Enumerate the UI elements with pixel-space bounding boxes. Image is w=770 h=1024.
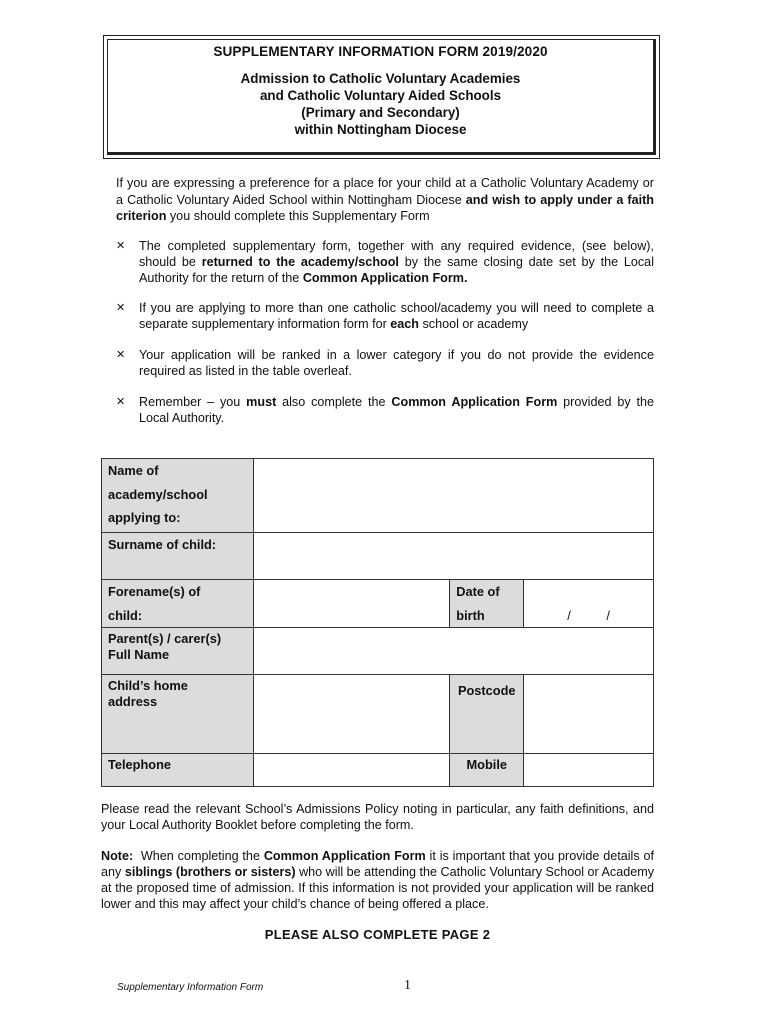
table-row [102,459,654,533]
surname-field[interactable] [253,533,653,580]
label-line: Child’s home [108,678,188,693]
label-line: Full Name [108,647,170,662]
subtitle-line-3: (Primary and Secondary) [301,105,460,120]
address-label [102,675,254,754]
item-text: Your application will be ranked in a lower category if you do not provide the evidence required as listed in the table overleaf. [139,348,654,378]
item-text-bold: must [246,395,277,409]
table-row [102,628,654,675]
postcode-label [450,675,524,754]
telephone-field[interactable] [253,754,449,787]
label-line: birth [456,607,485,623]
subtitle-line-2: and Catholic Voluntary Aided Schools [259,88,502,103]
header-inner-frame [107,39,656,155]
item-text: also complete the [276,395,392,409]
item-text-bold: Common Application Form [391,395,558,409]
label-line: Surname of child: [108,537,217,552]
mobile-label [450,754,524,787]
label-line: address [108,694,158,709]
postcode-field[interactable] [524,675,654,754]
school-name-field[interactable] [253,459,653,533]
address-field[interactable] [253,675,449,754]
mobile-field[interactable] [524,754,654,787]
subtitle-line-4: within Nottingham Diocese [294,122,467,137]
intro-paragraph [116,175,654,225]
school-name-label [102,459,254,533]
forename-field[interactable] [253,580,449,628]
label-line: child: [108,607,143,623]
label-line: Postcode [457,683,516,698]
table-row [102,754,654,787]
note-text: it is important that you provide details of any [101,849,654,879]
label-line: Name of [108,463,159,478]
item-text: provided by the Local Authority. [139,395,654,425]
dob-separators: / / [567,607,610,623]
label-line: applying to: [108,510,181,525]
cross-bullet-icon: ✕ [116,302,126,314]
label-line: Parent(s) / carer(s) [108,631,222,646]
note-text: who will be attending the Catholic Voluntary School or Academy at the proposed time of admission. If this information is not provided your application will be ranked lower and this may affect your child’s chance of being offered a place. [101,865,655,911]
cross-bullet-icon: ✕ [116,240,126,252]
instruction-item-ranking [116,347,654,379]
label-line: Mobile [466,757,508,772]
item-text: Remember – you [139,395,247,409]
note-text-bold: siblings (brothers or sisters) [124,865,296,879]
item-text-bold: each [390,317,420,331]
surname-label [102,533,254,580]
label-line: academy/school [108,486,208,502]
note-text-bold: Common Application Form [263,849,426,863]
instruction-item-multiple [116,300,654,332]
cross-bullet-icon: ✕ [116,349,126,361]
intro-text-2: you should complete this Supplementary Form [166,209,430,223]
page-number: 1 [404,978,411,993]
parent-label [102,628,254,675]
instruction-item-return [116,238,654,286]
intro-text-bold: and wish to apply under a faith criterion [116,192,654,223]
item-text: by the same closing date set by the Local Authority for the return of the [139,255,654,285]
note-text: When completing the [133,849,264,863]
table-row [102,533,654,580]
parent-name-field[interactable] [253,628,653,675]
cross-bullet-icon: ✕ [116,396,126,408]
item-text-bold: returned to the academy/school [201,255,399,269]
label-line: Date of [456,584,500,599]
dob-field[interactable] [524,580,654,628]
item-text: If you are applying to more than one catholic school/academy you will need to complete a separate supplementary information form for [139,301,654,331]
applicant-details-table [101,458,654,787]
label-line: Telephone [108,757,172,772]
item-text: The completed supplementary form, together with any required evidence, (see below), should be [139,239,654,269]
intro-text-1: If you are expressing a preference for a place for your child at a Catholic Voluntary Academy or a Catholic Voluntary Aided School within Nottingham Diocese [116,176,654,207]
dob-label [450,580,524,628]
label-line: Forename(s) of [108,584,201,599]
form-subtitle [108,70,653,138]
telephone-label [102,754,254,787]
header-box [103,35,660,159]
policy-note-paragraph: Please read the relevant School’s Admissions Policy noting in particular, any faith definitions, and your Local Authority Booklet before completing the form. [101,802,654,832]
subtitle-line-1: Admission to Catholic Voluntary Academies [240,71,521,86]
item-text: school or academy [419,317,529,331]
table-row [102,580,654,628]
form-title: SUPPLEMENTARY INFORMATION FORM 2019/2020 [213,44,548,59]
instruction-item-remember [116,394,654,426]
table-row [102,675,654,754]
footer-form-name: Supplementary Information Form [117,982,264,993]
complete-page-2-notice: PLEASE ALSO COMPLETE PAGE 2 [264,927,491,942]
siblings-note-paragraph [101,848,654,912]
note-label: Note: [101,849,134,863]
forename-label [102,580,254,628]
item-text-bold: Common Application Form. [302,271,468,285]
